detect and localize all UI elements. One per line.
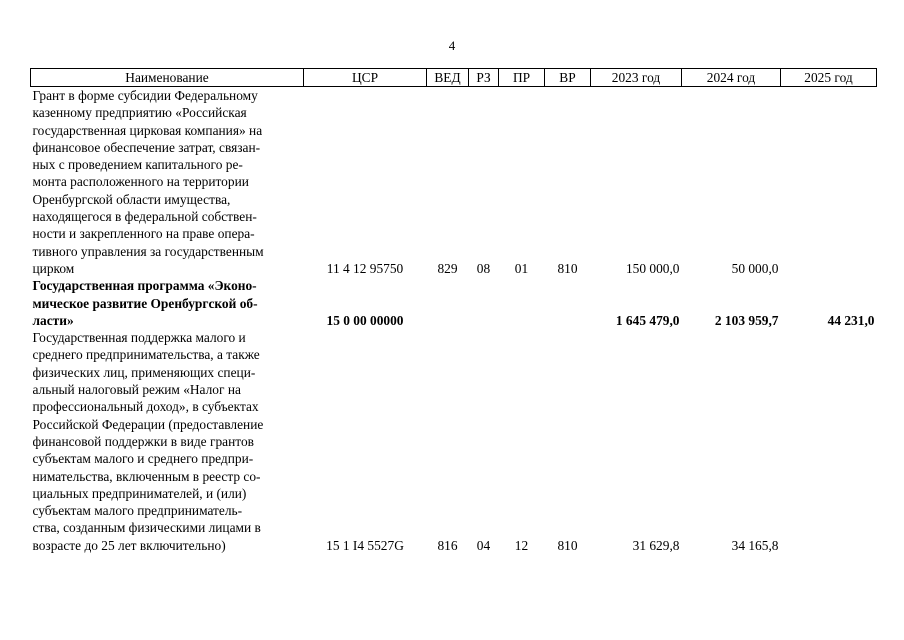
name-line: находящегося в федеральной собствен- — [32, 209, 257, 225]
table-header-row — [31, 69, 877, 87]
name-line: казенному предприятию «Российская — [32, 105, 247, 121]
rz-cell: 04 — [476, 537, 491, 553]
row-name-cell — [31, 277, 304, 329]
name-line: ности и закрепленного на праве опера- — [32, 226, 255, 242]
ved-cell: 816 — [437, 537, 458, 553]
ved-cell: 829 — [437, 260, 458, 276]
budget-table — [30, 68, 877, 554]
csr-cell: 15 0 00 00000 — [326, 312, 404, 328]
table-row — [31, 329, 877, 554]
name-line: профессиональный доход», в субъектах — [32, 399, 259, 415]
amount-2024-cell: 2 103 959,7 — [714, 312, 779, 328]
column-header-vr: ВР — [545, 69, 591, 87]
vr-cell — [545, 277, 591, 329]
name-line: среднего предпринимательства, а также — [32, 347, 260, 363]
page-number: 4 — [448, 38, 456, 53]
name-line: циальных предпринимателей, и (или) — [32, 485, 247, 501]
name-line: тивного управления за государственным — [32, 243, 264, 259]
name-line: ства, созданным физическими лицами в — [32, 520, 261, 536]
column-header-csr: ЦСР — [304, 69, 427, 87]
table-row — [31, 277, 877, 329]
name-line: Оренбургской области имущества, — [32, 191, 231, 207]
name-line: мическое развитие Оренбургской об- — [32, 295, 258, 311]
name-line: финансовое обеспечение затрат, связан- — [32, 139, 261, 155]
column-header-rz: РЗ — [469, 69, 499, 87]
column-header-ved: ВЕД — [427, 69, 469, 87]
ved-cell — [427, 277, 469, 329]
name-line: альный налоговый режим «Налог на — [32, 382, 241, 398]
name-line: государственная цирковая компания» на — [32, 122, 263, 138]
name-line: ных с проведением капитального ре- — [32, 157, 243, 173]
amount-2023-cell: 1 645 479,0 — [615, 312, 680, 328]
name-line: физических лиц, применяющих специ- — [32, 364, 256, 380]
name-line: возрасте до 25 лет включительно) — [32, 537, 226, 553]
name-line: нимательства, включенным в реестр со- — [32, 468, 261, 484]
vr-cell: 810 — [557, 260, 578, 276]
name-line: Государственная поддержка малого и — [32, 330, 246, 346]
name-line: субъектам малого и среднего предпри- — [32, 451, 254, 467]
name-line: цирком — [32, 260, 75, 276]
column-header-2025: 2025 год — [781, 69, 877, 87]
column-header-2024: 2024 год — [682, 69, 781, 87]
table-row — [31, 87, 877, 278]
pr-cell — [499, 277, 545, 329]
amount-2024-cell: 50 000,0 — [731, 260, 779, 276]
pr-cell: 01 — [514, 260, 529, 276]
name-line: ласти» — [32, 312, 74, 328]
row-name-cell — [31, 87, 304, 278]
rz-cell — [469, 277, 499, 329]
amount-2025-cell — [781, 329, 877, 554]
vr-cell: 810 — [557, 537, 578, 553]
csr-cell: 11 4 12 95750 — [326, 260, 404, 276]
row-name-cell — [31, 329, 304, 554]
amount-2023-cell: 31 629,8 — [632, 537, 680, 553]
amount-2025-cell — [781, 87, 877, 278]
amount-2023-cell: 150 000,0 — [625, 260, 680, 276]
name-line: субъектам малого предприниматель- — [32, 503, 243, 519]
name-line: монта расположенного на территории — [32, 174, 249, 190]
name-line: Российской Федерации (предоставление — [32, 416, 264, 432]
amount-2024-cell: 34 165,8 — [731, 537, 779, 553]
amount-2025-cell: 44 231,0 — [827, 312, 875, 328]
csr-cell: 15 1 I4 5527G — [326, 537, 404, 553]
rz-cell: 08 — [476, 260, 491, 276]
pr-cell: 12 — [514, 537, 529, 553]
name-line: Грант в форме субсидии Федеральному — [32, 88, 258, 103]
column-header-2023: 2023 год — [591, 69, 682, 87]
name-line: Государственная программа «Эконо- — [32, 278, 257, 294]
column-header-pr: ПР — [499, 69, 545, 87]
name-line: финансовой поддержки в виде грантов — [32, 433, 254, 449]
column-header-name: Наименование — [31, 69, 304, 87]
